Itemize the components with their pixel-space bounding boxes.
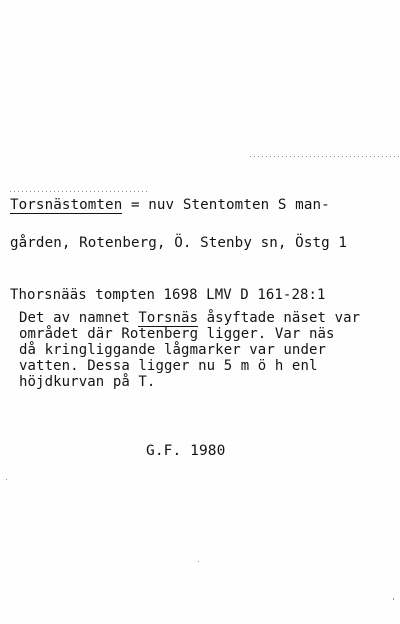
underlined-place-name: Torsnäs [138,310,199,326]
description-line-4: vatten. Dessa ligger nu 5 m ö h enl [19,358,318,374]
description-line-1 [19,310,360,326]
source-citation: Thorsnääs tompten 1698 LMV D 161-28:1 [10,287,326,303]
header-line-1 [10,197,330,213]
scan-speck [393,598,394,600]
top-edge-marks [250,156,400,157]
description-line-3: då kringliggande lågmarker var under [19,342,327,358]
header-line-2: gården, Rotenberg, Ö. Stenby sn, Östg 1 [10,235,348,251]
description-line-2: området där Rotenberg ligger. Var näs [19,326,335,342]
description-line-1-post: åsyftade näset var [198,310,361,326]
description-line-5: höjdkurvan på T. [19,374,156,390]
headword: Torsnästomten [10,197,123,213]
description-line-1-pre: Det av namnet [19,310,139,326]
header-definition: = nuv Stentomten S man- [122,197,330,213]
signature: G.F. 1980 [146,443,226,459]
scan-speck [6,479,7,480]
header-dotted-rule [10,191,148,192]
scan-speck [198,561,199,562]
